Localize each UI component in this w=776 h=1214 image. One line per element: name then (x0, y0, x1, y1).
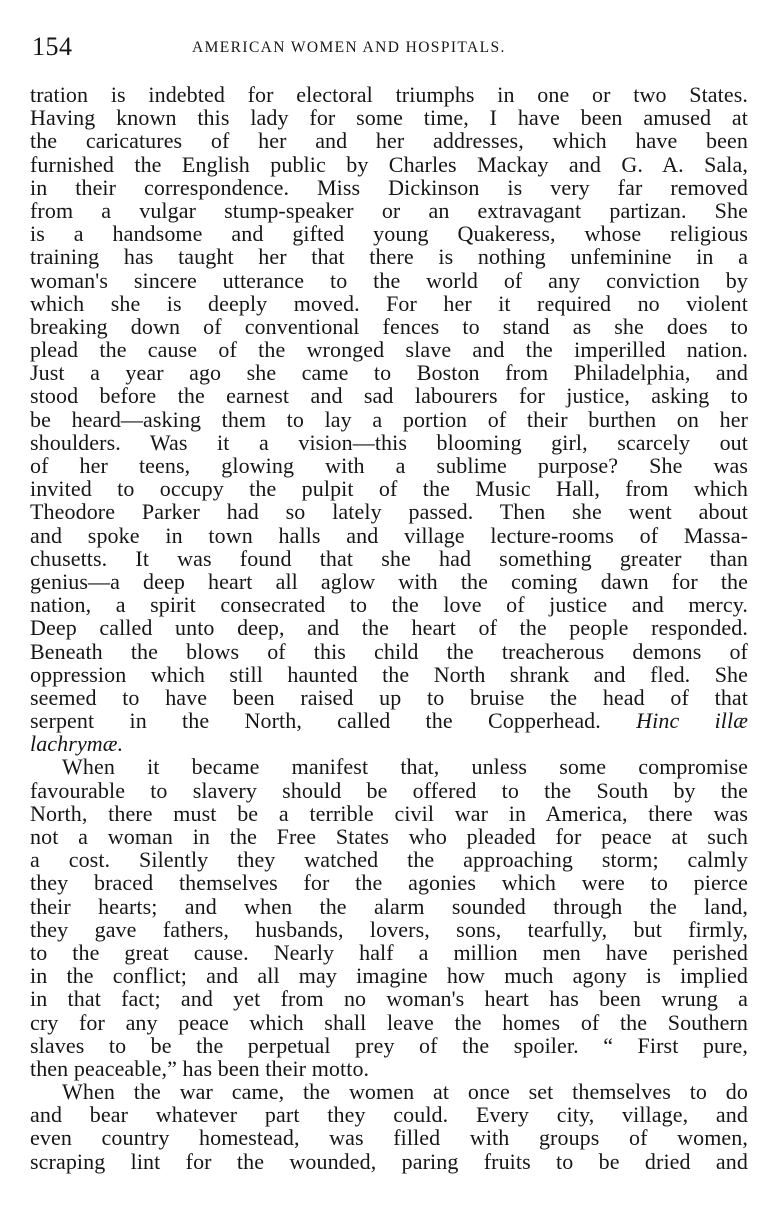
running-title: AMERICAN WOMEN AND HOSPITALS. (192, 39, 506, 56)
text-line: and spoke in town halls and village lecture-rooms of Massa- (30, 522, 748, 548)
paragraph-start: When it became manifest that, unless some compromise (62, 754, 748, 780)
page-header (32, 30, 744, 66)
text-line: they braced themselves for the agonies which were to pierce (30, 870, 748, 896)
text-line: in that fact; and yet from no woman's heart has been wrung a (30, 986, 748, 1012)
text-line: scraping lint for the wounded, paring fruits to be dried and (30, 1148, 748, 1174)
text-line: cry for any peace which shall leave the homes of the Southern (30, 1009, 748, 1035)
text-line: their hearts; and when the alarm sounded through the land, (30, 893, 748, 919)
text-line: even country homestead, was filled with groups of women, (30, 1125, 748, 1151)
text-line: training has taught her that there is nothing unfeminine in a (30, 244, 748, 270)
text-line: furnished the English public by Charles Mackay and G. A. Sala, (30, 151, 748, 177)
paragraph-start: When the war came, the women at once set themselves to do (62, 1079, 748, 1105)
page-number: 154 (32, 32, 73, 61)
text-line-with-italic (30, 709, 748, 732)
text-line: tration is indebted for electoral triumphs in one or two States. (30, 82, 748, 107)
text-line: be heard—asking them to lay a portion of their burthen on her (30, 406, 748, 432)
text-line-segment: serpent in the North, called the Copperhead. (30, 708, 601, 734)
text-line: Deep called unto deep, and the heart of the people responded. (30, 615, 748, 641)
text-line: in the conflict; and all may imagine how much agony is implied (30, 963, 748, 989)
text-line: stood before the earnest and sad labourers for justice, asking to (30, 383, 748, 409)
text-line: woman's sincere utterance to the world of any conviction by (30, 267, 748, 293)
text-line: oppression which still haunted the North shrank and fled. She (30, 661, 748, 687)
text-line: Just a year ago she came to Boston from Philadelphia, and (30, 360, 748, 386)
text-line (30, 732, 748, 755)
text-line: seemed to have been raised up to bruise the head of that (30, 684, 748, 710)
text-line: Beneath the blows of this child the treacherous demons of (30, 638, 748, 664)
body-text (30, 83, 748, 1173)
text-line: favourable to slavery should be offered to the South by the (30, 777, 748, 803)
text-line: which she is deeply moved. For her it required no violent (30, 290, 748, 316)
text-line: not a woman in the Free States who pleaded for peace at such (30, 824, 748, 849)
text-line: slaves to be the perpetual prey of the spoiler. “ First pure, (30, 1032, 748, 1058)
text-line: nation, a spirit consecrated to the love of justice and mercy. (30, 592, 748, 618)
text-line: they gave fathers, husbands, lovers, sons, tearfully, but firmly, (30, 916, 748, 942)
text-line: plead the cause of the wronged slave and the imperilled nation. (30, 337, 748, 363)
text-line: North, there must be a terrible civil war in America, there was (30, 800, 748, 826)
text-line: shoulders. Was it a vision—this blooming girl, scarcely out (30, 429, 748, 455)
text-line: is a handsome and gifted young Quakeress, whose religious (30, 221, 748, 247)
italic-word: lachrymæ. (30, 731, 124, 757)
text-line: the caricatures of her and her addresses, which have been (30, 128, 748, 154)
text-line: Having known this lady for some time, I have been amused at (30, 105, 748, 131)
text-line: genius—a deep heart all aglow with the coming dawn for the (30, 568, 748, 594)
italic-phrase: Hinc illæ (636, 708, 748, 734)
text-line: of her teens, glowing with a sublime purpose? She was (30, 453, 748, 478)
text-line: breaking down of conventional fences to stand as she does to (30, 313, 748, 339)
text-line: from a vulgar stump-speaker or an extravagant partizan. She (30, 197, 748, 223)
text-line: Theodore Parker had so lately passed. Then she went about (30, 499, 748, 525)
text-line: chusetts. It was found that she had something greater than (30, 545, 748, 571)
text-line: in their correspondence. Miss Dickinson is very far removed (30, 174, 748, 200)
text-line: then peaceable,” has been their motto. (30, 1055, 370, 1081)
text-line: to the great cause. Nearly half a million men have perished (30, 939, 748, 965)
text-line: a cost. Silently they watched the approaching storm; calmly (30, 847, 748, 873)
text-line: and bear whatever part they could. Every city, village, and (30, 1102, 748, 1128)
text-line: invited to occupy the pulpit of the Music Hall, from which (30, 476, 748, 502)
